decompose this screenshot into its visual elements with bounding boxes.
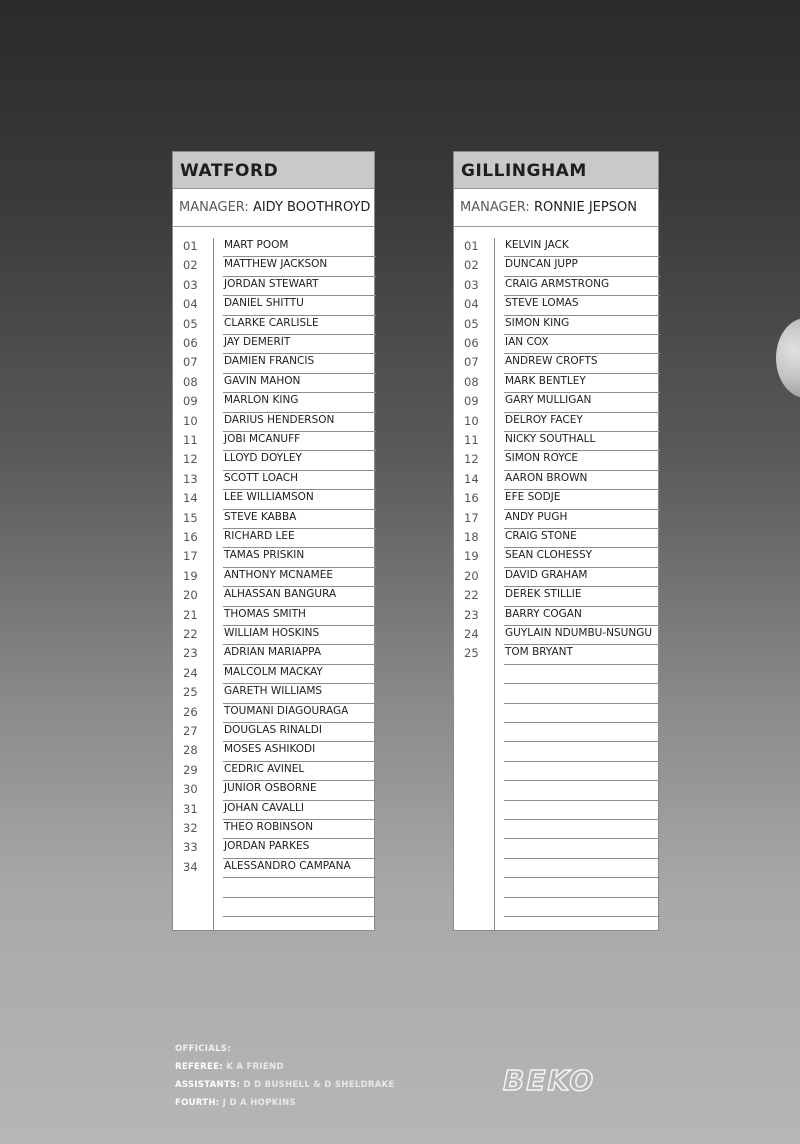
player-name: ALESSANDRO CAMPANA [224,859,351,872]
squad-number: 24 [183,665,198,680]
player-row [173,607,374,626]
player-list [173,238,374,930]
football-graphic [776,318,800,398]
squad-number: 18 [464,530,479,544]
player-row [454,432,658,451]
player-name: TOM BRYANT [505,646,573,659]
player-name: MALCOLM MACKAY [224,665,323,678]
squad-number: 34 [183,859,198,874]
player-name: SIMON KING [505,316,570,329]
squad-number: 26 [183,704,198,719]
player-name: DARIUS HENDERSON [224,413,335,426]
squad-number: 02 [183,258,198,273]
player-row [454,568,658,587]
player-name: GARY MULLIGAN [505,394,592,407]
squad-number: 04 [183,297,198,312]
player-row [454,354,658,373]
manager-row [454,188,658,227]
player-name: STEVE KABBA [224,510,297,523]
player-row [173,626,374,645]
player-name: CRAIG ARMSTRONG [505,277,610,290]
player-row [454,451,658,470]
officials-block [175,1040,395,1112]
player-name: WILLIAM HOSKINS [224,627,320,639]
fourth-official-line [175,1094,395,1112]
squad-number: 11 [183,433,198,447]
squad-number: 28 [183,743,198,758]
manager-label: MANAGER: [460,200,530,215]
player-row [173,684,374,703]
squad-number: 24 [464,627,479,641]
squad-number: 12 [464,452,479,467]
player-row [173,432,374,451]
manager-name: RONNIE JEPSON [533,200,637,215]
squad-number: 25 [183,685,198,700]
player-row [454,820,658,839]
player-row [454,587,658,606]
player-row [173,898,374,917]
player-name: LLOYD DOYLEY [224,452,302,465]
player-row [454,374,658,393]
player-row [173,316,374,335]
player-row [173,587,374,606]
player-name: NICKY SOUTHALL [505,433,596,445]
player-row [173,413,374,432]
player-name: MART POOM [224,239,289,251]
player-name: CEDRIC AVINEL [224,762,305,775]
player-name: THEO ROBINSON [224,821,314,833]
manager-row [173,188,374,227]
squad-number: 23 [464,607,479,622]
player-row [454,762,658,781]
team-sheet-watford [172,151,375,931]
player-row [454,626,658,645]
player-row [173,723,374,742]
squad-number: 19 [183,568,198,583]
player-name: GUYLAIN NDUMBU-NSUNGU [505,627,653,639]
player-row [454,898,658,917]
player-name: ANDY PUGH [505,510,568,523]
player-row [173,742,374,761]
squad-number: 10 [183,413,198,428]
player-row [454,742,658,761]
player-row [173,548,374,567]
squad-number: 08 [183,374,198,389]
row-underline [223,916,376,917]
player-name: STEVE LOMAS [505,297,579,310]
player-name: CLARKE CARLISLE [224,316,319,329]
player-row [173,374,374,393]
squad-number: 13 [183,471,198,486]
player-row [454,684,658,703]
player-row [454,801,658,820]
player-row [173,820,374,839]
player-name: CRAIG STONE [505,530,577,542]
player-name: THOMAS SMITH [224,607,306,620]
player-name: SIMON ROYCE [505,452,579,465]
player-row [173,801,374,820]
squad-number: 16 [183,530,198,544]
squad-number: 10 [464,413,479,428]
player-row [173,568,374,587]
player-row [173,665,374,684]
player-row [173,277,374,296]
player-name: DELROY FACEY [505,413,583,426]
squad-number: 06 [464,336,479,350]
squad-number: 20 [464,568,479,583]
fourth-official-name: J D A HOPKINS [222,1098,296,1108]
player-name: JAY DEMERIT [224,336,291,348]
player-row [173,257,374,276]
squad-number: 27 [183,724,198,738]
player-name: ADRIAN MARIAPPA [224,646,322,659]
squad-number: 14 [183,491,198,506]
assistants-label: ASSISTANTS: [175,1080,241,1090]
player-row [173,762,374,781]
squad-number: 20 [183,588,198,603]
player-row [173,296,374,315]
player-name: DUNCAN JUPP [505,258,578,271]
player-row [454,510,658,529]
squad-number: 22 [183,627,198,641]
player-name: SEAN CLOHESSY [505,549,593,562]
player-name: BARRY COGAN [505,607,582,620]
player-list [454,238,658,930]
player-name: RICHARD LEE [224,530,295,542]
player-name: KELVIN JACK [505,239,569,251]
squad-number: 06 [183,336,198,350]
player-name: LEE WILLIAMSON [224,491,314,504]
player-name: TAMAS PRISKIN [224,549,305,562]
player-row [173,839,374,858]
player-name: MARLON KING [224,394,299,407]
player-row [454,645,658,664]
squad-number: 15 [183,510,198,525]
player-row [173,529,374,548]
player-row [173,490,374,509]
player-row [173,393,374,412]
player-row [454,277,658,296]
player-row [173,781,374,800]
squad-number: 17 [183,549,198,564]
player-row [454,238,658,257]
squad-number: 25 [464,646,479,661]
player-name: SCOTT LOACH [224,471,299,484]
squad-number: 32 [183,821,198,835]
squad-number: 03 [464,277,479,292]
squad-number: 01 [183,239,198,253]
squad-number: 07 [183,355,198,370]
player-name: JORDAN STEWART [224,277,319,290]
squad-number: 19 [464,549,479,564]
player-row [454,704,658,723]
player-row [454,839,658,858]
squad-number: 09 [464,394,479,409]
player-name: DOUGLAS RINALDI [224,724,322,736]
player-row [454,471,658,490]
player-row [173,510,374,529]
manager-label: MANAGER: [179,200,249,215]
squad-number: 04 [464,297,479,312]
player-name: JUNIOR OSBORNE [224,782,317,795]
player-name: ANTHONY MCNAMEE [224,568,333,581]
officials-heading: OFFICIALS: [175,1044,231,1054]
player-name: MARK BENTLEY [505,374,586,387]
manager-name: AIDY BOOTHROYD [252,200,371,215]
player-row [454,296,658,315]
squad-number: 16 [464,491,479,506]
player-name: MOSES ASHIKODI [224,743,316,756]
player-row [454,548,658,567]
player-row [454,723,658,742]
player-row [454,607,658,626]
squad-number: 23 [183,646,198,661]
assistants-line [175,1076,395,1094]
player-name: GARETH WILLIAMS [224,685,323,698]
player-name: JOHAN CAVALLI [224,801,304,814]
squad-number: 07 [464,355,479,370]
referee-name: K A FRIEND [226,1062,284,1072]
squad-number: 09 [183,394,198,409]
player-row [454,781,658,800]
player-row [173,451,374,470]
squad-number: 05 [183,316,198,331]
player-name: ALHASSAN BANGURA [224,588,337,601]
squad-number: 03 [183,277,198,292]
squad-number: 17 [464,510,479,525]
referee-label: REFEREE: [175,1062,223,1072]
sponsor-logo: BEKO [503,1064,596,1097]
squad-number: 05 [464,316,479,331]
squad-number: 08 [464,374,479,389]
team-sheet-gillingham [453,151,659,931]
fourth-official-label: FOURTH: [175,1098,220,1108]
referee-line [175,1058,395,1076]
team-name: WATFORD [173,152,374,188]
squad-number: 33 [183,840,198,855]
player-row [454,257,658,276]
squad-number: 01 [464,239,479,253]
team-name: GILLINGHAM [454,152,658,188]
player-name: DAMIEN FRANCIS [224,355,315,368]
player-row [173,335,374,354]
player-row [173,471,374,490]
squad-number: 12 [183,452,198,467]
player-row [454,335,658,354]
squad-number: 11 [464,433,479,447]
player-row [173,878,374,897]
player-row [173,354,374,373]
player-name: JOBI MCANUFF [224,433,301,445]
player-name: JORDAN PARKES [224,840,310,853]
player-row [454,413,658,432]
squad-number: 02 [464,258,479,273]
assistants-names: D D BUSHELL & D SHELDRAKE [243,1080,395,1090]
squad-number: 31 [183,801,198,816]
player-name: IAN COX [505,336,549,348]
player-row [454,859,658,878]
player-row [173,645,374,664]
squad-number: 22 [464,588,479,603]
player-row [173,238,374,257]
player-name: GAVIN MAHON [224,374,301,387]
player-row [454,393,658,412]
row-underline [504,916,660,917]
player-name: DANIEL SHITTU [224,297,304,310]
player-row [454,316,658,335]
player-row [454,665,658,684]
player-name: EFE SODJE [505,491,561,504]
player-row [454,529,658,548]
player-row [173,859,374,878]
player-name: AARON BROWN [505,471,588,484]
player-name: DEREK STILLIE [505,588,582,601]
player-name: TOUMANI DIAGOURAGA [224,704,349,717]
player-name: ANDREW CROFTS [505,355,598,368]
player-row [454,878,658,897]
player-row [173,704,374,723]
player-name: DAVID GRAHAM [505,568,588,581]
squad-number: 29 [183,762,198,777]
squad-number: 30 [183,782,198,797]
squad-number: 21 [183,607,198,622]
player-name: MATTHEW JACKSON [224,258,328,271]
squad-number: 14 [464,471,479,486]
player-row [454,490,658,509]
